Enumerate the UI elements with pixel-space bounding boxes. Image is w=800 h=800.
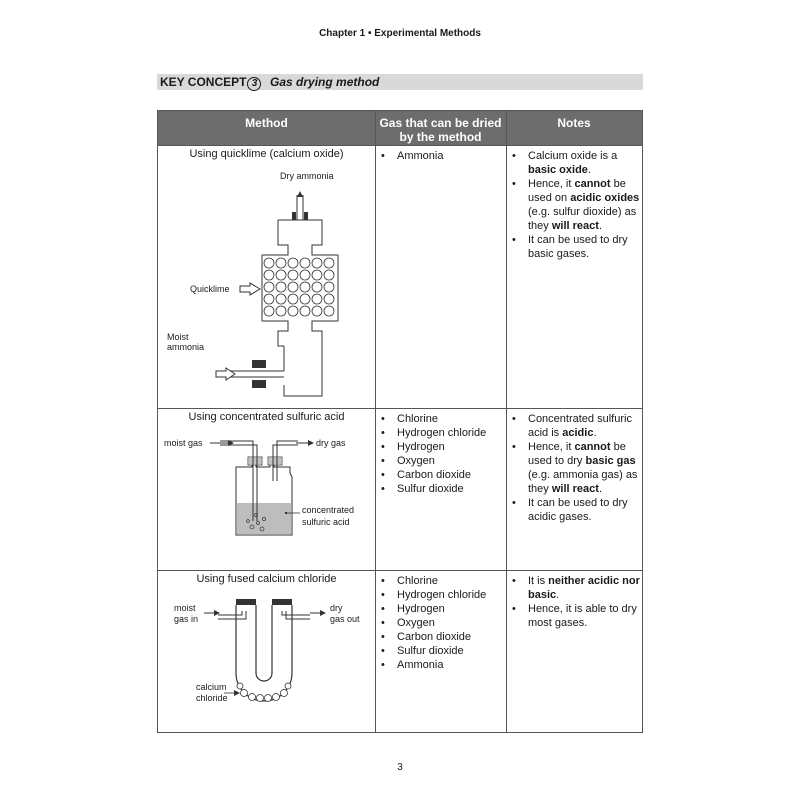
gas-list-calcium-chloride (379, 574, 503, 672)
gas-list-quicklime (379, 149, 503, 163)
note-item: • It can be used to dry basic gases. (510, 233, 640, 261)
gas-item: • Hydrogen (379, 602, 503, 616)
method-sulfuric-title: Using concentrated sulfuric acid (188, 411, 345, 423)
gas-list (379, 574, 503, 672)
gas-item: • Hydrogen (379, 440, 503, 454)
notes-list (510, 149, 640, 261)
method-quicklime-title: Using quicklime (calcium oxide) (189, 148, 344, 160)
gas-item: • Sulfur dioxide (379, 482, 503, 496)
note-item: • It is neither acidic nor basic. (510, 574, 640, 602)
label-dry-gas: dry gas (316, 438, 346, 448)
note-item: • Calcium oxide is a basic oxide. (510, 149, 640, 177)
gas-item: • Chlorine (379, 412, 503, 426)
gas-item: • Chlorine (379, 574, 503, 588)
label-quicklime: Quicklime (190, 284, 230, 294)
gas-item: • Hydrogen chloride (379, 588, 503, 602)
row-divider (158, 570, 642, 571)
gas-item: • Oxygen (379, 454, 503, 468)
quicklime-apparatus-diagram (167, 171, 368, 401)
label-dry-out: dry (330, 603, 343, 613)
label-calcium: calcium (196, 682, 227, 692)
row-divider (158, 145, 642, 146)
label-moist-in: moist (174, 603, 196, 613)
note-item: • Concentrated sulfuric acid is acidic. (510, 412, 640, 440)
label-moist: Moist (167, 332, 189, 342)
sulfuric-acid-apparatus-diagram (160, 431, 374, 541)
gas-item: • Carbon dioxide (379, 468, 503, 482)
notes-list (510, 574, 640, 630)
notes-quicklime (510, 149, 640, 261)
key-concept-text: KEY CONCEPT (160, 75, 247, 89)
gas-item: • Oxygen (379, 616, 503, 630)
gas-drying-table (157, 110, 643, 733)
key-concept-label (160, 75, 261, 91)
gas-item: • Ammonia (379, 149, 503, 163)
column-header-gas: Gas that can be dried by the method (375, 111, 506, 145)
calcium-chloride-apparatus-diagram (160, 593, 374, 713)
notes-list (510, 412, 640, 524)
notes-calcium-chloride (510, 574, 640, 630)
column-header-notes: Notes (506, 111, 642, 145)
column-divider (506, 111, 507, 732)
note-item: • It can be used to dry acidic gases. (510, 496, 640, 524)
gas-list-sulfuric (379, 412, 503, 496)
page-number: 3 (397, 762, 403, 773)
label-concentrated: concentrated (302, 505, 355, 515)
gas-list (379, 149, 503, 163)
label-dry-ammonia: Dry ammonia (280, 171, 334, 181)
label-ammonia: ammonia (167, 342, 205, 352)
column-header-method: Method (158, 111, 375, 145)
method-calcium-chloride-title: Using fused calcium chloride (196, 573, 337, 585)
column-divider (375, 111, 376, 732)
chapter-header: Chapter 1 • Experimental Methods (319, 28, 481, 39)
label-sulfuric-acid: sulfuric acid (302, 517, 350, 527)
label-moist-gas: moist gas (164, 438, 203, 448)
gas-item: • Carbon dioxide (379, 630, 503, 644)
row-divider (158, 408, 642, 409)
label-gas-in: gas in (174, 614, 199, 624)
key-concept-title: Gas drying method (270, 75, 380, 89)
gas-item: • Ammonia (379, 658, 503, 672)
note-item: • Hence, it is able to dry most gases. (510, 602, 640, 630)
note-item: • Hence, it cannot be used to dry basic gas (e.g. ammonia gas) as they will react. (510, 440, 640, 496)
gas-list (379, 412, 503, 496)
notes-sulfuric (510, 412, 640, 524)
label-gas-out: gas out (330, 614, 360, 624)
key-concept-number: 3 (247, 77, 261, 91)
gas-item: • Sulfur dioxide (379, 644, 503, 658)
key-concept-bar (157, 74, 643, 90)
note-item: • Hence, it cannot be used on acidic oxides (e.g. sulfur dioxide) as they will react. (510, 177, 640, 233)
gas-item: • Hydrogen chloride (379, 426, 503, 440)
label-chloride: chloride (196, 693, 228, 703)
